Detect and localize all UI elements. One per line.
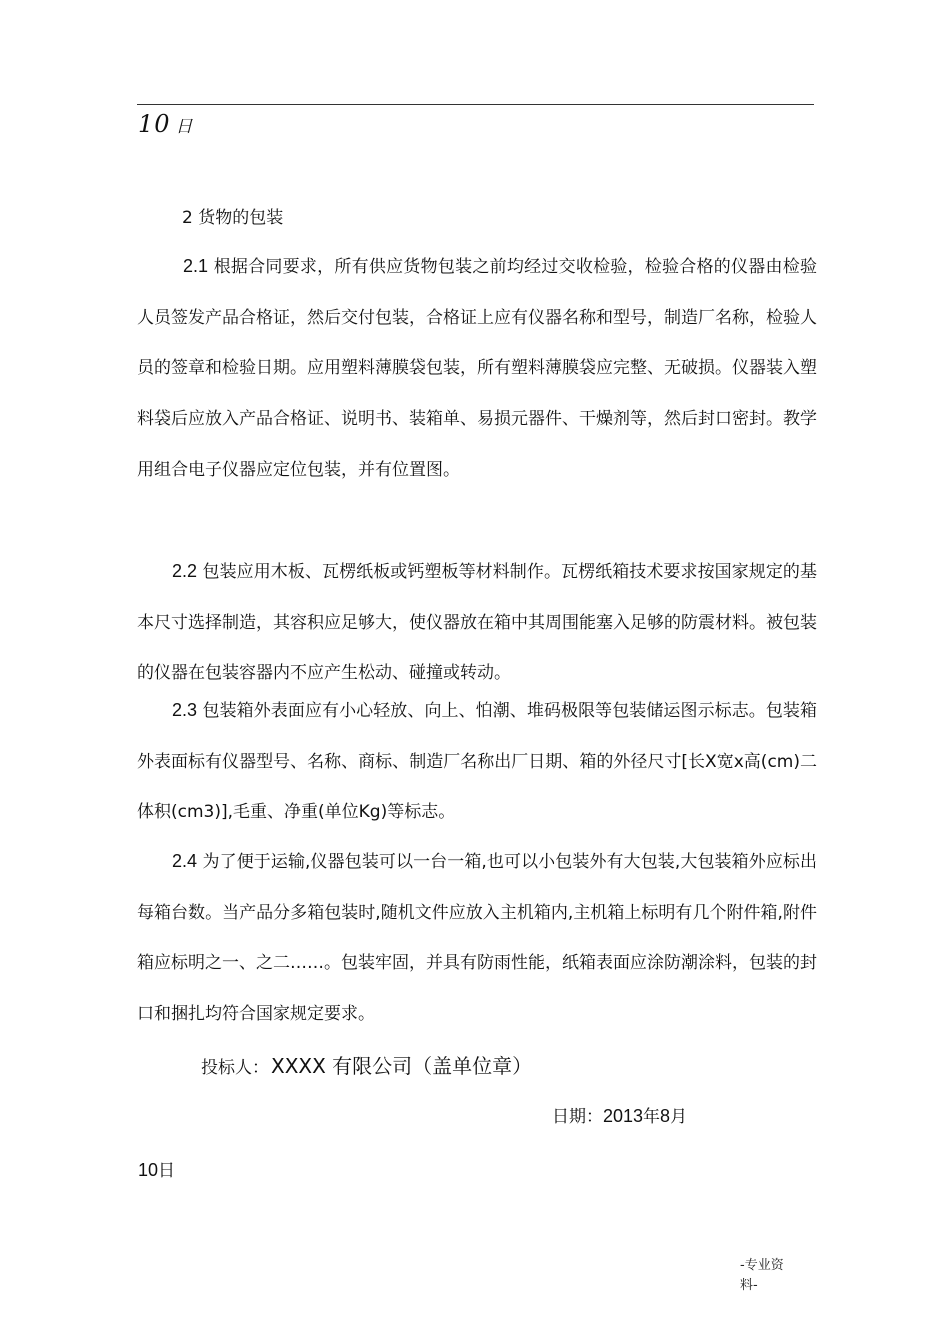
page-footer (740, 1256, 800, 1296)
date-day: 10 (138, 1160, 159, 1180)
date-day-unit: 日 (158, 1161, 176, 1181)
paragraph-text: 根据合同要求，所有供应货物包装之前均经过交收检验，检验合格的仪器由检验人员签发产品合格证，然后交付包装，合格证上应有仪器名称和型号，制造厂名称，检验人员的签章和检验日期。应用塑料薄膜袋包装，所有塑料薄膜袋应完整、无破损。仪器装入塑料袋后应放入产品合格证、说明书、装箱单、易损元器件、干燥剂等，然后封口密封。教学用组合电子仪器应定位包装，并有位置图。 (137, 257, 818, 480)
date-year: 2013 (603, 1106, 644, 1126)
paragraph-text: 包装应用木板、瓦楞纸板或钙塑板等材料制作。瓦楞纸箱技术要求按国家规定的基本尺寸选择制造，其容积应足够大，使仪器放在箱中其周围能塞入足够的防震材料。被包装的仪器在包装容器内不应产生松动、碰撞或转动。 (137, 562, 818, 684)
footer-line-1: -专业资 (740, 1258, 784, 1273)
date-month-unit: 月 (670, 1107, 688, 1127)
header-date-number: 10 (138, 110, 171, 138)
header-date (138, 110, 194, 138)
paragraph-2-2 (137, 546, 817, 699)
paragraph-text: 为了便于运输,仪器包装可以一台一箱,也可以小包装外有大包装,大包装箱外应标出每箱台数。当产品分多箱包装时,随机文件应放入主机箱内,主机箱上标明有几个附件箱,附件箱应标明之一、之二……。包装牢固，并具有防雨性能，纸箱表面应涂防潮涂料，包装的封口和捆扎均符合国家规定要求。 (137, 852, 817, 1025)
paragraph-number: 2.2 (172, 561, 198, 581)
section-title: 2 货物的包装 (182, 208, 284, 228)
header-date-unit: 日 (175, 117, 194, 137)
header-rule (137, 104, 814, 105)
date-day-line (138, 1156, 175, 1181)
bidder-company: XXXX 有限公司（盖单位章） (271, 1054, 533, 1078)
bidder-label: 投标人： (201, 1058, 269, 1078)
date-line (552, 1102, 687, 1127)
paragraph-2-1 (137, 241, 817, 496)
paragraph-number: 2.1 (183, 256, 209, 276)
paragraph-text: 包装箱外表面应有小心轻放、向上、怕潮、堆码极限等包装储运图示标志。包装箱外表面标有仪器型号、名称、商标、制造厂名称出厂日期、箱的外径尺寸[长X宽x高(cm)二体积(cm3)],毛重、净重(单位Kg)等标志。 (137, 701, 818, 823)
date-label: 日期： (552, 1107, 603, 1127)
paragraph-2-4 (137, 836, 817, 1040)
paragraph-number: 2.3 (172, 700, 198, 720)
paragraph-2-3 (137, 685, 817, 838)
date-month: 8 (660, 1106, 671, 1126)
footer-line-2: 料- (740, 1278, 758, 1293)
bidder-signature (201, 1050, 532, 1079)
date-year-unit: 年 (643, 1107, 661, 1127)
paragraph-number: 2.4 (172, 851, 198, 871)
